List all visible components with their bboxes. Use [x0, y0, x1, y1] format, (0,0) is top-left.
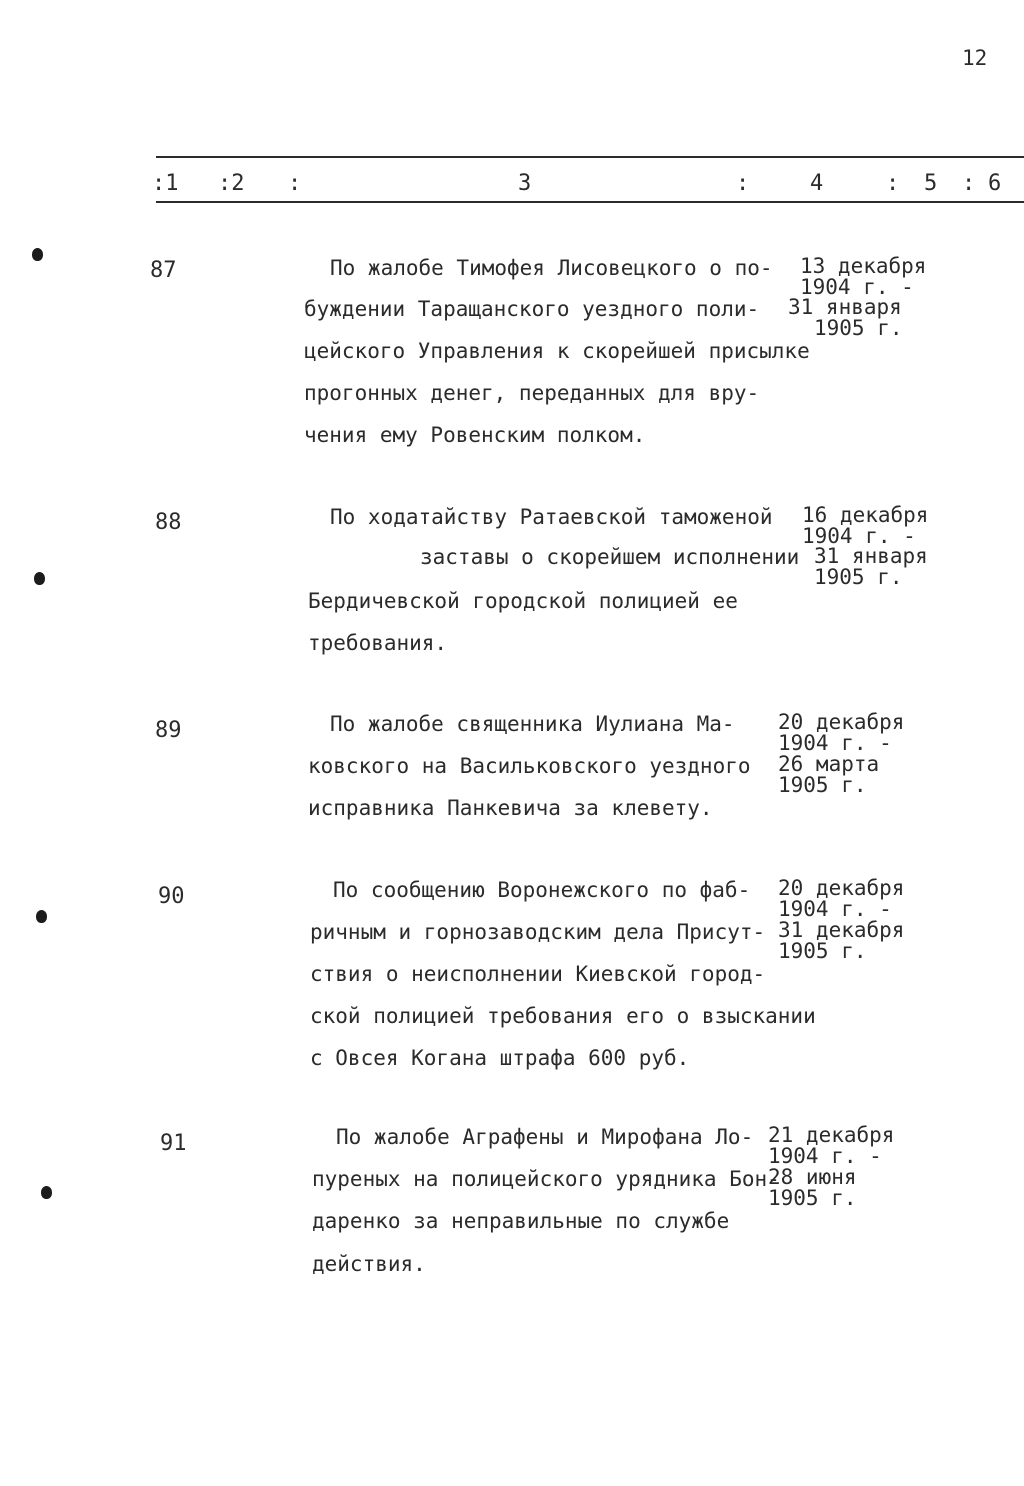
column-header-4: 4: [810, 171, 824, 196]
entry-text-line: По жалобе Тимофея Лисовецкого о по-: [330, 256, 773, 280]
page-number: 12: [962, 46, 988, 70]
entry-text-line: действия.: [312, 1252, 426, 1276]
entry-text-line: заставы о скорейшем исполнении: [420, 545, 800, 569]
entry-date-line: 1905 г.: [778, 773, 867, 797]
entry-number: 89: [155, 718, 182, 743]
entry-text-line: ковского на Васильковского уездного: [308, 754, 751, 778]
entry-text-line: По жалобе священника Иулиана Ма-: [330, 712, 735, 736]
entry-date-line: 1904 г. -: [800, 275, 914, 299]
entry-date-line: 1905 г.: [768, 1186, 857, 1210]
entry-text-line: По жалобе Аграфены и Мирофана Ло-: [336, 1125, 754, 1149]
entry-text-line: ской полицией требования его о взыскании: [310, 1004, 816, 1028]
entry-text-line: буждении Таращанского уездного поли-: [304, 297, 760, 321]
entry-number: 87: [150, 258, 177, 283]
entry-text-line: чения ему Ровенским полком.: [304, 423, 646, 447]
entry-text-line: цейского Управления к скорейшей присылке: [304, 339, 810, 363]
entry-date-line: 31 января: [788, 295, 902, 319]
entry-text-line: с Овсея Когана штрафа 600 руб.: [310, 1046, 690, 1070]
entry-text-line: пуреных на полицейского урядника Бон-: [312, 1167, 780, 1191]
punch-hole-mark: [34, 572, 45, 585]
entry-date-line: 13 декабря: [800, 254, 927, 278]
entry-date-line: 1904 г. -: [778, 731, 892, 755]
entry-date-line: 1905 г.: [778, 939, 867, 963]
column-header-separator: :: [886, 171, 900, 196]
column-header-5: 5: [924, 171, 938, 196]
column-header-3: 3: [518, 171, 532, 196]
entry-date-line: 1904 г. -: [778, 897, 892, 921]
entry-text-line: Бердичевской городской полицией ее: [308, 589, 738, 613]
entry-date-line: 31 января: [814, 544, 928, 568]
column-header-2: :2: [218, 171, 245, 196]
entry-text-line: По сообщению Воронежского по фаб-: [333, 878, 751, 902]
entry-date-line: 1904 г. -: [802, 524, 916, 548]
punch-hole-mark: [41, 1186, 52, 1199]
entry-text-line: ричным и горнозаводским дела Присут-: [310, 920, 766, 944]
entry-date-line: 20 декабря: [778, 710, 905, 734]
entry-text-line: ствия о неисполнении Киевской город-: [310, 962, 766, 986]
entry-date-line: 31 декабря: [778, 918, 905, 942]
entry-date-line: 20 декабря: [778, 876, 905, 900]
entry-date-line: 1905 г.: [814, 316, 903, 340]
entry-number: 91: [160, 1131, 187, 1156]
punch-hole-mark: [36, 910, 47, 923]
column-header-separator: :: [288, 171, 302, 196]
entry-text-line: прогонных денег, переданных для вру-: [304, 381, 760, 405]
entry-number: 88: [155, 510, 182, 535]
entry-date-line: 26 марта: [778, 752, 880, 776]
entry-text-line: исправника Панкевича за клевету.: [308, 796, 713, 820]
entry-date-line: 28 июня: [768, 1165, 857, 1189]
entry-number: 90: [158, 884, 185, 909]
entry-text-line: По ходатайству Ратаевской таможеной: [330, 505, 773, 529]
entry-date-line: 16 декабря: [802, 503, 929, 527]
entry-date-line: 1904 г. -: [768, 1144, 882, 1168]
entry-date-line: 21 декабря: [768, 1123, 895, 1147]
column-header-separator: :: [962, 171, 976, 196]
column-header-1: :1: [152, 171, 179, 196]
entry-text-line: требования.: [308, 631, 448, 655]
entry-text-line: даренко за неправильные по службе: [312, 1209, 730, 1233]
header-rule-top: [156, 156, 1024, 158]
column-header-separator: :: [736, 171, 750, 196]
punch-hole-mark: [32, 248, 43, 261]
header-rule-bottom: [156, 201, 1024, 203]
column-header-6: 6: [988, 171, 1002, 196]
entry-date-line: 1905 г.: [814, 565, 903, 589]
